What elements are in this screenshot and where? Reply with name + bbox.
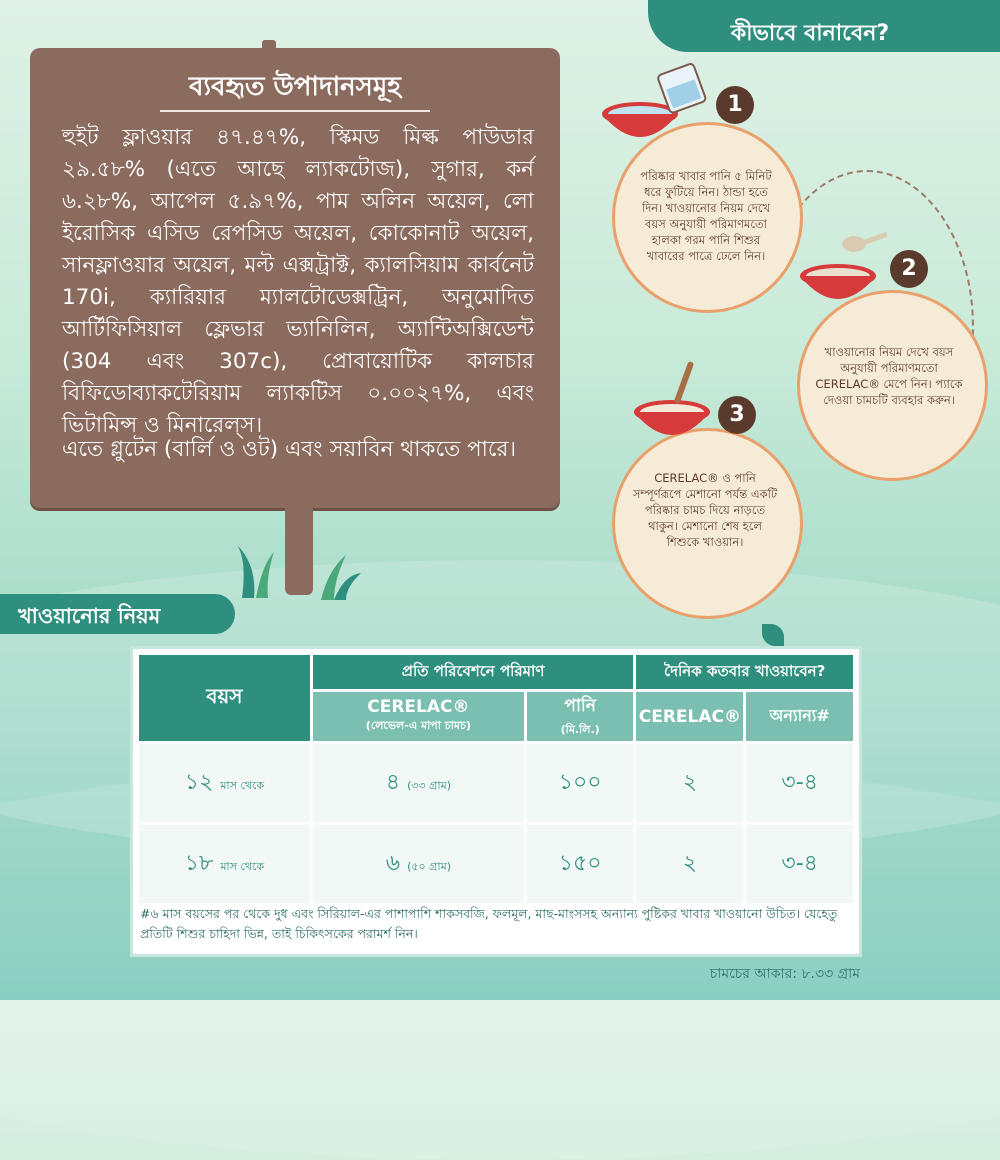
header-other: অন্যান্য# <box>746 692 853 741</box>
ingredients-board <box>30 48 560 508</box>
header-cerelac-sub: (লেভেল-এ মাপা চামচ) <box>365 719 471 732</box>
step-3-number: 3 <box>718 396 756 434</box>
header-per-serving: প্রতি পরিবেশনে পরিমাণ <box>313 655 634 689</box>
water-cell: ১৫০ <box>527 825 633 903</box>
title-underline <box>160 110 430 112</box>
amount-value: ৪ <box>385 769 401 795</box>
step-1-text: পরিষ্কার খাবার পানি ৫ মিনিট ধরে ফুটিয়ে নিন। ঠান্ডা হতে দিন। খাওয়ানোর নিয়ম দেখে বয়স অনুযায়ী পরিমাণমতো হালকা গরম পানি শিশুর খাবারের পাত্রে ঢেলে নিন। <box>640 169 772 263</box>
header-daily: দৈনিক কতবার খাওয়াবেন? <box>636 655 853 689</box>
table-row <box>139 744 853 822</box>
allergen-note: এতে গ্লুটেন (বার্লি ও ওট) এবং সয়াবিন থাকতে পারে। <box>62 437 517 462</box>
bowl-powder-icon <box>798 262 878 308</box>
header-cerelac <box>313 692 524 741</box>
step-2-text: খাওয়ানোর নিয়ম দেখে বয়স অনুযায়ী পরিমাণমতো CERELAC® মেপে নিন। প্যাকে দেওয়া চামচটি ব্যবহার করুন। <box>815 345 963 407</box>
grass-left <box>232 540 292 600</box>
ingredients-title: ব্যবহৃত উপাদানসমূহ <box>189 72 401 102</box>
age-value: ১২ <box>184 769 214 795</box>
header-cerelac-daily: CERELAC® <box>636 692 743 741</box>
age-cell <box>139 825 310 903</box>
step-2-number: 2 <box>890 250 928 288</box>
feeding-guide-title: খাওয়ানোর নিয়ম <box>18 604 161 628</box>
other-times-cell: ৩-৪ <box>746 825 853 903</box>
measuring-jug-icon <box>652 56 712 116</box>
age-unit: মাস থেকে <box>220 859 265 873</box>
header-water-sub: (মি.লি.) <box>560 723 600 736</box>
amount-value: ৬ <box>385 850 401 876</box>
amount-grams: (৫০ গ্রাম) <box>407 859 451 873</box>
step-3-text: CERELAC® ও পানি সম্পূর্ণরূপে মেশানো পর্যন্ত একটি পরিষ্কার চামচ দিয়ে নাড়তে থাকুন। মেশানো শেষ হলে শিশুকে খাওয়ান। <box>632 471 778 549</box>
amount-cell <box>313 825 524 903</box>
header-cerelac-label: CERELAC® <box>367 697 470 717</box>
cerelac-times-cell: ২ <box>636 825 743 903</box>
spoon-size-note: চামচের আকার: ৮.৩৩ গ্রাম <box>709 966 860 982</box>
age-cell <box>139 744 310 822</box>
how-to-title: কীভাবে বানাবেন? <box>730 21 890 46</box>
stirring-spoon-icon <box>662 360 702 410</box>
ingredients-text: হুইট ফ্লাওয়ার ৪৭.৪৭%, স্কিমড মিল্ক পাউডার ২৯.৫৮% (এতে আছে ল্যাকটোজ), সুগার, কর্ন ৬.২৮%, আপেল ৫.৯৭%, পাম অলিন অয়েল, লো ইরোসিক এসিড রেপসিড অয়েল, কোকোনাট অয়েল, সানফ্লাওয়ার অয়েল, মল্ট এক্সট্রাক্ট, ক্যালসিয়াম কার্বনেট 170i, ক্যারিয়ার ম্যালটোডেক্সট্রিন, অনুমোদিত আর্টিফিসিয়াল ফ্লেভার ভ্যানিলিন, অ্যান্টিঅক্সিডেন্ট (304 এবং 307c), প্রোবায়োটিক কালচার বিফিডোব্যাকটেরিয়াম ল্যাকটিস ০.০০২৭%, এবং ভিটামিন্স ও মিনারেল্স। <box>62 125 534 438</box>
header-water-label: পানি <box>564 696 596 716</box>
grass-right <box>316 545 366 605</box>
cerelac-times-cell: ২ <box>636 744 743 822</box>
amount-cell <box>313 744 524 822</box>
amount-grams: (৩৩ গ্রাম) <box>407 778 451 792</box>
step-1-number: 1 <box>716 86 754 124</box>
feeding-footnote: #৬ মাস বয়সের পর থেকে দুধ এবং সিরিয়াল-এর পাশাপাশি শাকসবজি, ফলমূল, মাছ-মাংসসহ অন্যান্য পুষ্টিকর খাবার খাওয়ানো উচিত। যেহেতু প্রতিটি শিশুর চাহিদা ভিন্ন, তাই চিকিৎসকের পরামর্শ নিন। <box>140 906 838 941</box>
age-value: ১৮ <box>184 850 214 876</box>
age-unit: মাস থেকে <box>220 778 265 792</box>
spoon-icon <box>840 226 890 266</box>
water-cell: ১০০ <box>527 744 633 822</box>
other-times-cell: ৩-৪ <box>746 744 853 822</box>
table-row <box>139 825 853 903</box>
header-water <box>527 692 633 741</box>
header-age: বয়স <box>139 655 310 741</box>
